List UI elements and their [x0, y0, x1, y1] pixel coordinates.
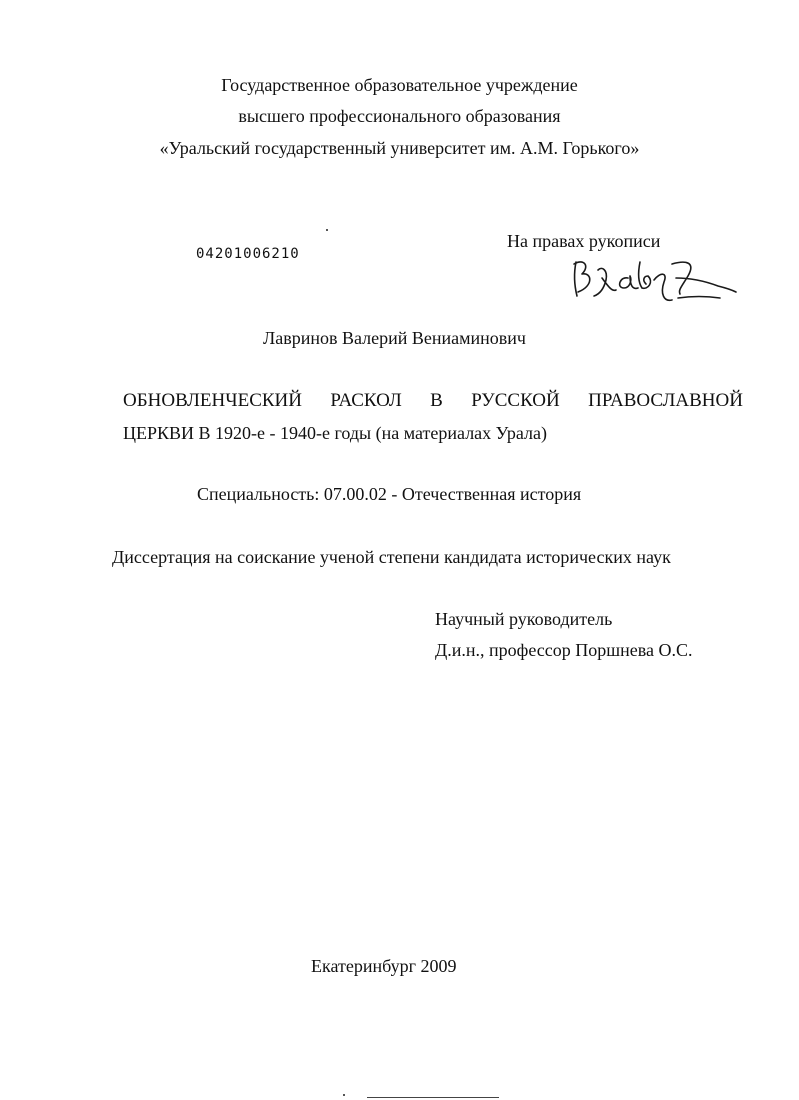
scan-speck: [343, 1094, 345, 1096]
institution-line-2: высшего профессионального образования: [238, 106, 561, 126]
title-word: В: [430, 390, 443, 411]
title-word: РУССКОЙ: [471, 390, 560, 411]
scan-speck: [326, 229, 328, 231]
catalog-number: 04201006210: [196, 246, 300, 262]
institution-line-3: «Уральский государственный университет им. А.М. Горького»: [159, 138, 640, 158]
supervisor-name: Д.и.н., профессор Поршнева О.С.: [435, 640, 693, 660]
dissertation-title-line-2: ЦЕРКВИ В 1920-е - 1940-е годы (на материалах Урала): [123, 423, 547, 443]
title-word: РАСКОЛ: [330, 390, 402, 411]
dissertation-degree: Диссертация на соискание ученой степени кандидата исторических наук: [112, 547, 671, 567]
signature-image: [568, 256, 740, 316]
author-name: Лавринов Валерий Вениаминович: [263, 328, 526, 348]
signature-strokes: [574, 262, 736, 300]
manuscript-rights: На правах рукописи: [507, 231, 661, 251]
place-year: Екатеринбург 2009: [311, 956, 457, 976]
supervisor-label: Научный руководитель: [435, 609, 613, 629]
title-word: ПРАВОСЛАВНОЙ: [588, 390, 743, 411]
title-word: ОБНОВЛЕНЧЕСКИЙ: [123, 390, 302, 411]
institution-line-1: Государственное образовательное учреждение: [221, 75, 578, 95]
bottom-rule: [367, 1097, 499, 1098]
specialty: Специальность: 07.00.02 - Отечественная история: [197, 484, 582, 504]
dissertation-title-line-1: [123, 390, 743, 412]
